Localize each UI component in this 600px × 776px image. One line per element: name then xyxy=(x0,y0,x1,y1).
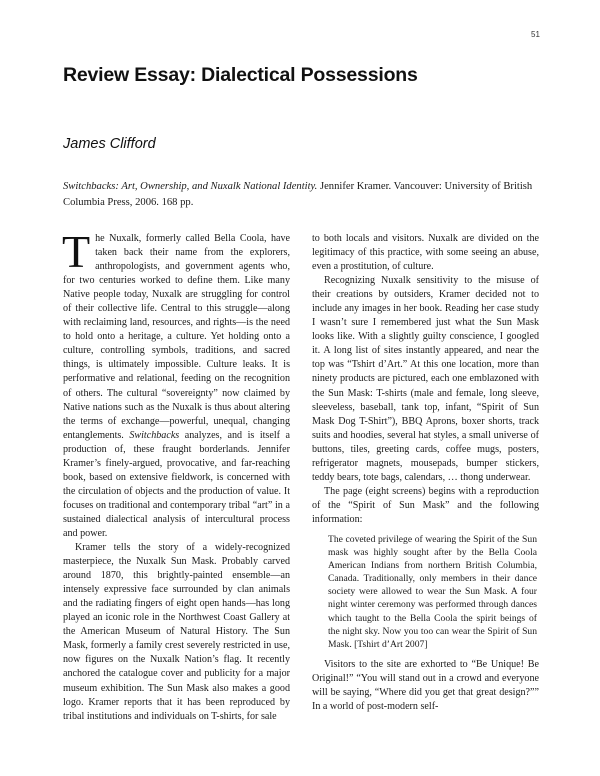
citation-details: Jennifer Kramer. Vancouver: University of British Columbia Press, 2006. 168 pp. xyxy=(63,181,533,208)
left-column xyxy=(62,226,290,724)
paragraph-5: Visitors to the site are exhorted to “Be Unique! Be Original!” “You will stand out in a crowd and everyone will be saying, “Where did you get that great design?”” In a world of post-modern self- xyxy=(312,658,539,712)
drop-cap: T xyxy=(62,226,91,277)
block-quote: The coveted privilege of wearing the Spirit of the Sun mask was highly sought after by the Bella Coola American Indians from northern British Columbia, Canada. Traditionally, only members in their dance society were allowed to wear the Sun Mask. A four night winter ceremony was performed through dances which taught to the Bella Coola the spirit beings of the night sky. Now you too can wear the Spirit of Sun Mask. [Tshirt d’Art 2007] xyxy=(328,533,537,650)
cited-book-title: Switchbacks: Art, Ownership, and Nuxalk National Identity. xyxy=(63,181,318,192)
book-citation xyxy=(63,179,545,211)
paragraph-1-text-b: analyzes, and is itself a production of, these fraught borderlands. Jennifer Kramer’s finely-argued, provocative, and far-reaching book, based on extensive fieldwork, is concerned with the circulation of objects and the production of value. It focuses on traditional and contemporary tribal “art” in a sustained dialectical analysis of intercultural process and power. xyxy=(63,429,290,539)
paragraph-1-book-title: Switchbacks xyxy=(129,429,180,441)
paragraph-1 xyxy=(62,226,290,541)
author-name: James Clifford xyxy=(63,136,156,152)
paragraph-3: Recognizing Nuxalk sensitivity to the misuse of their creations by outsiders, Kramer decided not to include any images in her book. Reading her case study I wasn’t sure I remembered just what the Sun Mask looks like. With a slightly guilty conscience, I googled it. A long list of sites instantly appeared, and near the top was “Tshirt d’Art.” At this one location, more than ninety products are pictured, each one emblazoned with the Sun Mask: T-shirts (male and female, long sleeve, sleeveless, baseball, tank top, infant, “Spirit of Sun Mask Dog T-Shirt”), BBQ Aprons, boxer shorts, track suits and hoodies, several hat styles, a small universe of buttons, tiles, greeting cards, coffee mugs, posters, refrigerator magnets, mousepads, bumper stickers, teddy bears, tote bags, calendars, … thong underwear. xyxy=(312,275,539,483)
right-column xyxy=(312,232,539,714)
paragraph-4: The page (eight screens) begins with a reproduction of the “Spirit of Sun Mask” and the following information: xyxy=(312,485,539,525)
paragraph-1-text-a: he Nuxalk, formerly called Bella Coola, have taken back their name from the explorers, anthropologists, and government agents who, for two centuries worked to define them. Like many Native people today, Nuxalk are struggling for control of their collective life. Central to this struggle—along with reclaiming land, resources, and rights—is the need to hold onto a heritage, a culture. Yet holding onto a culture, controlling symbols, traditions, and sacred things, is ultimately impossible. Culture leaks. It is performative and relational, feeding on the recognition of others. The cultural “sovereignty” now claimed by Native nations such as the Nuxalk is thus about altering the terms of exchange—powerful, unequal, changing entanglements. xyxy=(63,233,290,441)
article-title: Review Essay: Dialectical Possessions xyxy=(63,64,418,86)
paragraph-2-continued: to both locals and visitors. Nuxalk are divided on the legitimacy of this practice, with some seeing an abuse, even a prostitution, of culture. xyxy=(312,233,539,273)
page-number: 51 xyxy=(531,30,540,39)
paragraph-2: Kramer tells the story of a widely-recognized masterpiece, the Nuxalk Sun Mask. Probably carved around 1870, this brightly-painted ensemble—an intensely expressive face surrounded by clan animals and the radiating fingers of eight open hands—has long played an iconic role in the Northwest Coast Gallery at the American Museum of Natural History. The Sun Mask, formerly a family crest severely restricted in use, now figures on the Nuxalk Nation’s flag. It recently anchored the catalogue cover and publicity for a major museum exhibition. The Sun Mask also makes a good logo. Kramer reports that it has been reproduced by tribal institutions and individuals on T-shirts, for sale xyxy=(63,542,290,722)
